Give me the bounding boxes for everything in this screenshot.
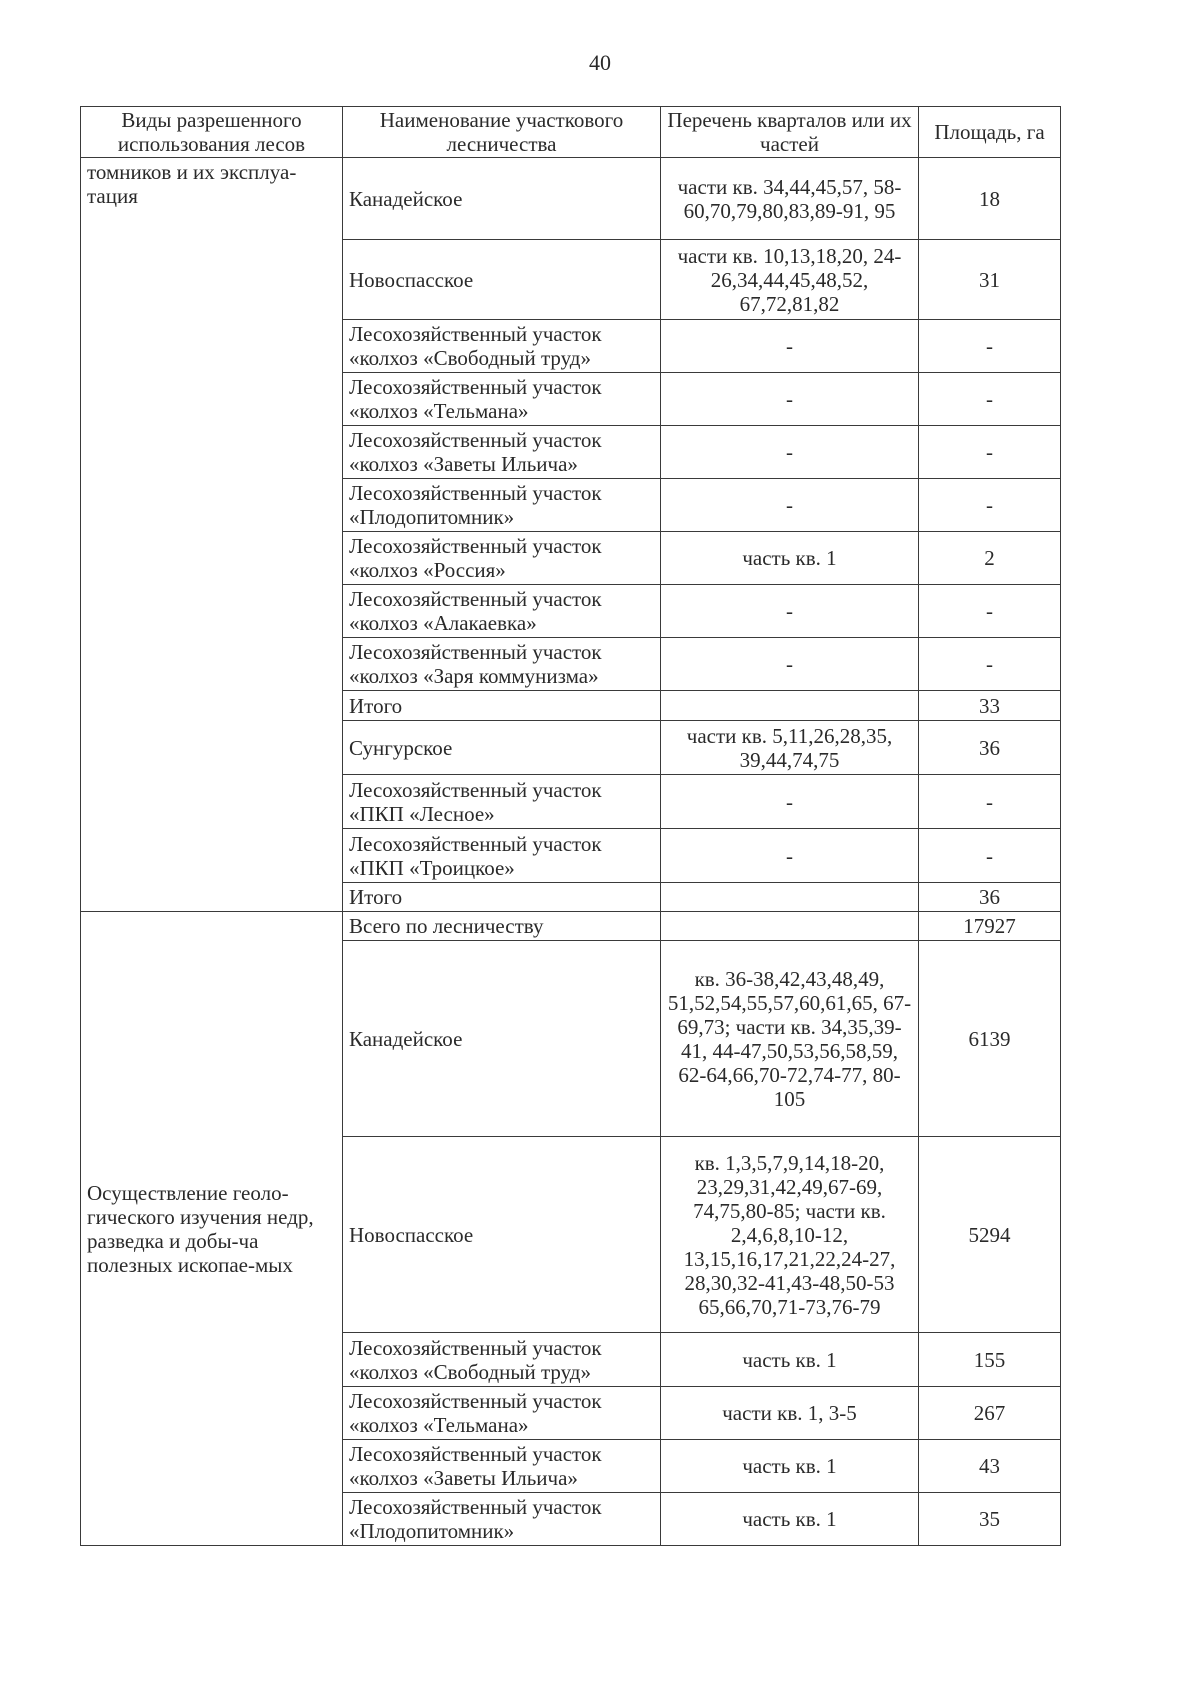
quarters-cell [661,883,919,912]
header-forestry: Наименование участкового лесничества [343,107,661,158]
forest-use-table [80,106,1061,1546]
table-row [81,158,1061,240]
forestry-name: Сунгурское [343,721,661,775]
usage-type-cell: томников и их эксплуа-тация [81,158,343,912]
forestry-name: Канадейское [343,941,661,1137]
area-cell: - [919,320,1061,373]
quarters-cell: части кв. 34,44,45,57, 58-60,70,79,80,83,89-91, 95 [661,158,919,240]
quarters-cell: части кв. 1, 3-5 [661,1387,919,1440]
quarters-cell: - [661,829,919,883]
header-type: Виды разрешенного использования лесов [81,107,343,158]
quarters-cell: части кв. 5,11,26,28,35, 39,44,74,75 [661,721,919,775]
total-label: Итого [343,883,661,912]
total-label: Итого [343,691,661,721]
quarters-cell: - [661,426,919,479]
area-cell: 36 [919,721,1061,775]
quarters-cell: часть кв. 1 [661,1493,919,1546]
area-cell: 267 [919,1387,1061,1440]
forestry-name: Лесохозяйственный участок «колхоз «Заря коммунизма» [343,638,661,691]
page-number: 40 [589,50,611,75]
area-cell: 6139 [919,941,1061,1137]
forestry-name: Канадейское [343,158,661,240]
header-area: Площадь, га [919,107,1061,158]
forestry-name: Лесохозяйственный участок «колхоз «Тельмана» [343,1387,661,1440]
forestry-name: Лесохозяйственный участок «колхоз «Заветы Ильича» [343,426,661,479]
forestry-name: Лесохозяйственный участок «колхоз «Тельмана» [343,373,661,426]
area-cell: 33 [919,691,1061,721]
quarters-cell: кв. 1,3,5,7,9,14,18-20, 23,29,31,42,49,67-69, 74,75,80-85; части кв. 2,4,6,8,10-12, 13,15,16,17,21,22,24-27, 28,30,32-41,43-48,50-53 65,66,70,71-73,76-79 [661,1137,919,1333]
area-cell: - [919,479,1061,532]
area-cell: 43 [919,1440,1061,1493]
forestry-name: Лесохозяйственный участок «колхоз «Свободный труд» [343,320,661,373]
grand-total-label: Всего по лесничеству [343,912,661,941]
area-cell: - [919,585,1061,638]
quarters-cell: кв. 36-38,42,43,48,49, 51,52,54,55,57,60,61,65, 67-69,73; части кв. 34,35,39-41, 44-47,50,53,56,58,59, 62-64,66,70-72,74-77, 80-105 [661,941,919,1137]
area-cell: 155 [919,1333,1061,1387]
table-header-row [81,107,1061,158]
forestry-name: Лесохозяйственный участок «колхоз «Алакаевка» [343,585,661,638]
area-cell: - [919,829,1061,883]
forestry-name: Новоспасское [343,240,661,320]
quarters-cell: - [661,320,919,373]
forestry-name: Лесохозяйственный участок «ПКП «Троицкое» [343,829,661,883]
quarters-cell: - [661,638,919,691]
area-cell: 2 [919,532,1061,585]
quarters-cell: - [661,373,919,426]
area-cell: - [919,426,1061,479]
forestry-name: Лесохозяйственный участок «колхоз «Заветы Ильича» [343,1440,661,1493]
area-cell: 35 [919,1493,1061,1546]
area-cell: 31 [919,240,1061,320]
area-cell: - [919,373,1061,426]
area-cell: 17927 [919,912,1061,941]
quarters-cell [661,691,919,721]
forestry-name: Новоспасское [343,1137,661,1333]
quarters-cell: часть кв. 1 [661,532,919,585]
quarters-cell: - [661,585,919,638]
forestry-name: Лесохозяйственный участок «колхоз «Россия» [343,532,661,585]
quarters-cell: часть кв. 1 [661,1333,919,1387]
area-cell: 18 [919,158,1061,240]
quarters-cell: части кв. 10,13,18,20, 24-26,34,44,45,48,52, 67,72,81,82 [661,240,919,320]
usage-type-cell: Осуществление геоло-гического изучения недр, разведка и добы-ча полезных ископае-мых [81,912,343,1546]
header-quarters: Перечень кварталов или их частей [661,107,919,158]
forestry-name: Лесохозяйственный участок «колхоз «Свободный труд» [343,1333,661,1387]
area-cell: 5294 [919,1137,1061,1333]
quarters-cell [661,912,919,941]
quarters-cell: часть кв. 1 [661,1440,919,1493]
forestry-name: Лесохозяйственный участок «Плодопитомник» [343,479,661,532]
area-cell: - [919,775,1061,829]
area-cell: - [919,638,1061,691]
forestry-name: Лесохозяйственный участок «Плодопитомник» [343,1493,661,1546]
table-row [81,912,1061,941]
quarters-cell: - [661,775,919,829]
forestry-name: Лесохозяйственный участок «ПКП «Лесное» [343,775,661,829]
area-cell: 36 [919,883,1061,912]
quarters-cell: - [661,479,919,532]
